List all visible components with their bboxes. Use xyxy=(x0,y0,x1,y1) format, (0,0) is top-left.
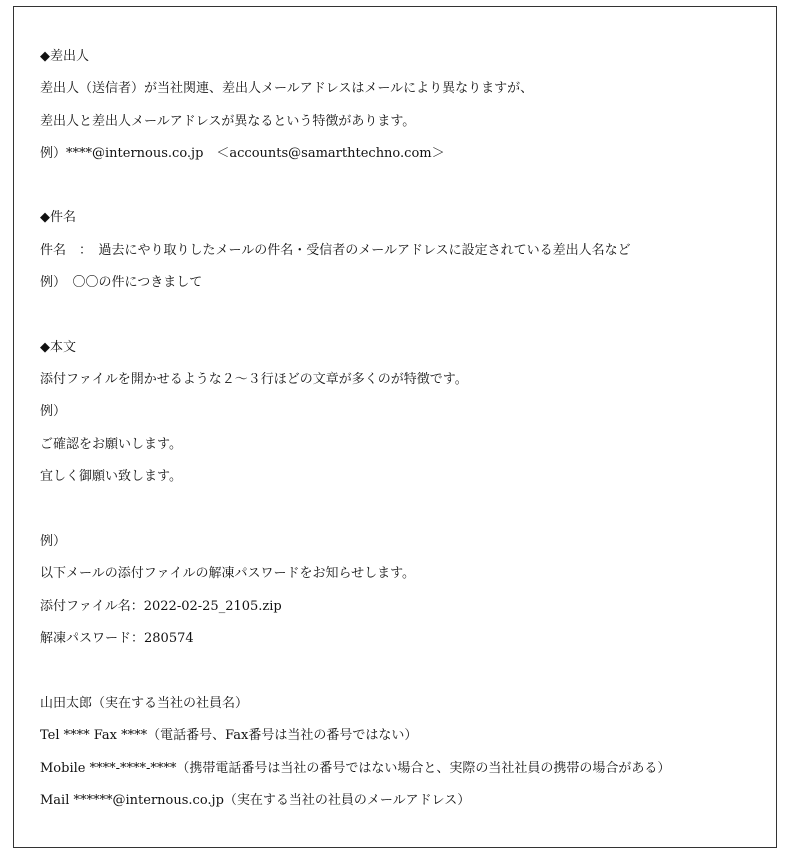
body-example-label: 例） xyxy=(40,404,67,419)
body-example-line-2: 宜しく御願い致します。 xyxy=(40,469,182,484)
signature-mobile: Mobile ****-****-****（携帯電話番号は当社の番号ではない場合と、実際の当社社員の携帯の場合がある） xyxy=(40,761,671,776)
example2-password: 解凍パスワード：280574 xyxy=(40,631,194,646)
document-frame xyxy=(13,6,777,848)
signature-name: 山田太郎（実在する当社の社員名） xyxy=(40,696,249,711)
example2-line-1: 以下メールの添付ファイルの解凍パスワードをお知らせします。 xyxy=(40,566,416,581)
body-line-1: 添付ファイルを開かせるような２～３行ほどの文章が多くのが特徴です。 xyxy=(40,372,468,387)
body-example-line-1: ご確認をお願いします。 xyxy=(40,437,182,452)
sender-heading: ◆差出人 xyxy=(40,49,89,64)
subject-heading: ◆件名 xyxy=(40,210,76,225)
signature-mail: Mail ******@internous.co.jp（実在する当社の社員のメールアドレス） xyxy=(40,793,471,808)
example2-filename: 添付ファイル名：2022-02-25_2105.zip xyxy=(40,599,282,614)
sender-line-2: 差出人と差出人メールアドレスが異なるという特徴があります。 xyxy=(40,114,416,129)
body-heading: ◆本文 xyxy=(40,340,76,355)
sender-line-1: 差出人（送信者）が当社関連、差出人メールアドレスはメールにより異なりますが、 xyxy=(40,81,534,96)
sender-example: 例）****@internous.co.jp ＜accounts@samarthtechno.com＞ xyxy=(40,146,445,161)
subject-example: 例） 〇〇の件につきまして xyxy=(40,275,203,290)
signature-tel: Tel **** Fax ****（電話番号、Fax番号は当社の番号ではない） xyxy=(40,728,418,743)
example2-label: 例） xyxy=(40,534,67,549)
subject-line-1: 件名 ： 過去にやり取りしたメールの件名・受信者のメールアドレスに設定されている差出人名など xyxy=(40,243,631,258)
